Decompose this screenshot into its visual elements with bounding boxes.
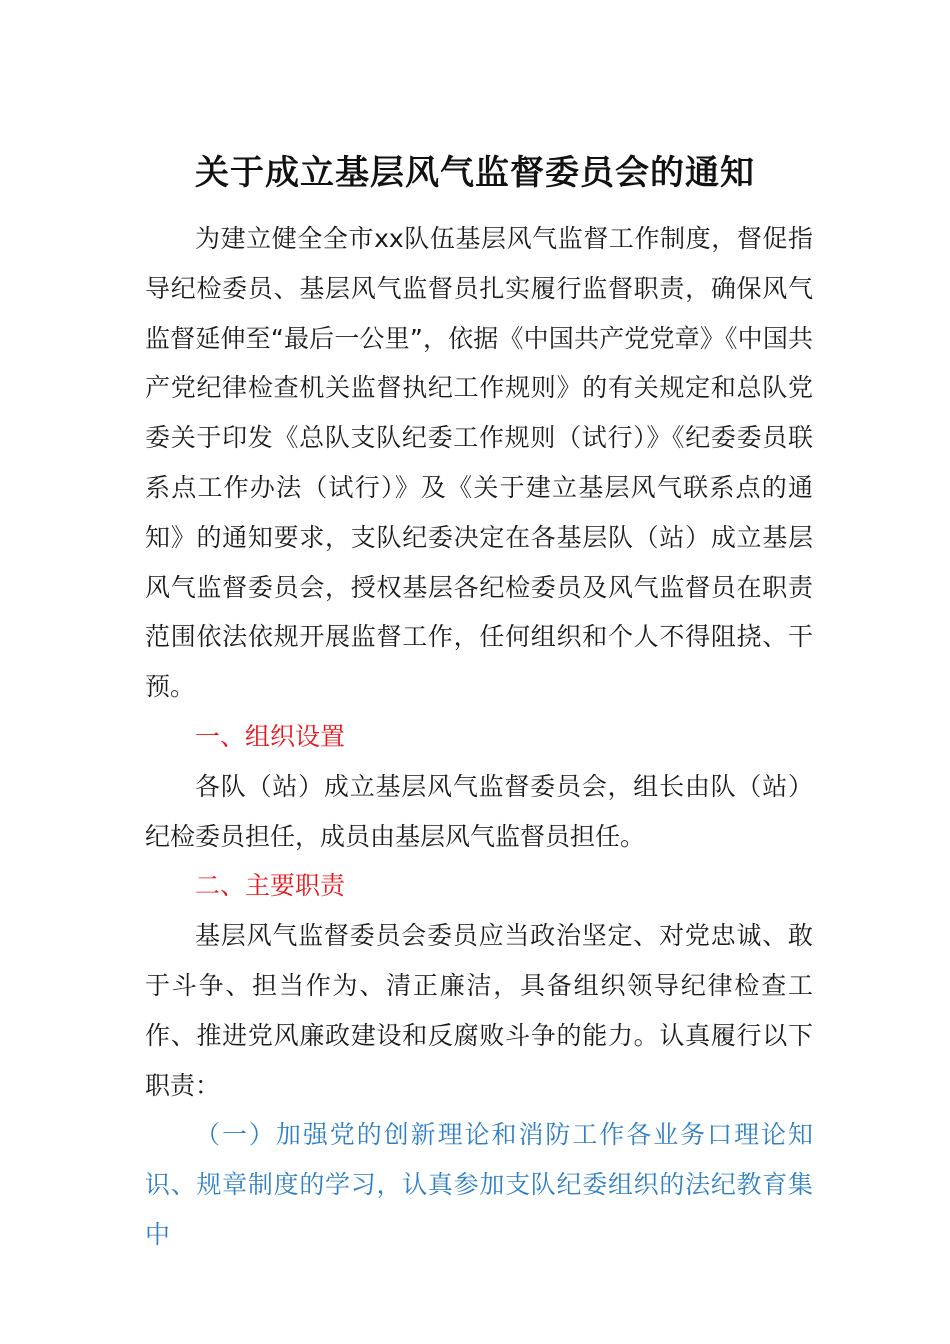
organization-paragraph: 各队（站）成立基层风气监督委员会，组长由队（站）纪检委员担任，成员由基层风气监督员担任。 bbox=[145, 771, 813, 851]
document-body bbox=[145, 214, 813, 1260]
section-heading-organization: 一、组织设置 bbox=[195, 721, 346, 751]
duty-item-1: （一）加强党的创新理论和消防工作各业务口理论知识、规章制度的学习，认真参加支队纪委组织的法纪教育集中 bbox=[145, 1120, 813, 1249]
intro-paragraph: 为建立健全全市xx队伍基层风气监督工作制度，督促指导纪检委员、基层风气监督员扎实履行监督职责，确保风气监督延伸至“最后一公里”，依据《中国共产党党章》《中国共产党纪律检查机关监督执纪工作规则》的有关规定和总队党委关于印发《总队支队纪委工作规则（试行）》《纪委委员联系点工作办法（试行）》及《关于建立基层风气联系点的通知》的通知要求，支队纪委决定在各基层队（站）成立基层风气监督委员会，授权基层各纪检委员及风气监督员在职责范围依法依规开展监督工作，任何组织和个人不得阻挠、干预。 bbox=[145, 224, 813, 702]
document-title: 关于成立基层风气监督委员会的通知 bbox=[195, 153, 755, 193]
duties-paragraph: 基层风气监督委员会委员应当政治坚定、对党忠诚、敢于斗争、担当作为、清正廉洁，具备组织领导纪律检查工作、推进党风廉政建设和反腐败斗争的能力。认真履行以下职责： bbox=[145, 921, 813, 1100]
section-heading-duties: 二、主要职责 bbox=[195, 871, 346, 901]
